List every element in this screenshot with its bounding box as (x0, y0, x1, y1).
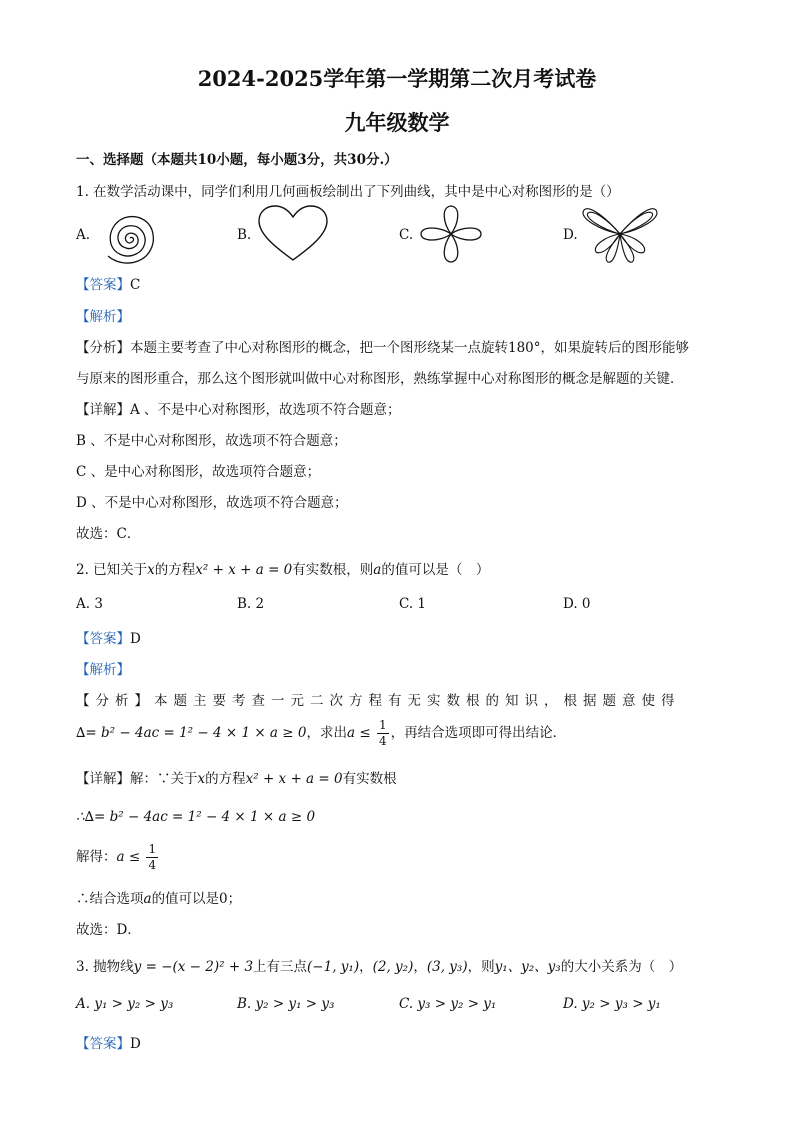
q1-fenxi-line1: 【分析】本题主要考查了中心对称图形的概念，把一个图形绕某一点旋转180°，如果旋转后的图形能够 (76, 340, 690, 356)
q1-answer: 【答案】C (76, 277, 141, 293)
exam-title: 2024-2025学年第一学期第二次月考试卷 (197, 66, 597, 91)
exam-subtitle: 九年级数学 (344, 110, 450, 135)
q1-analysis-label: 【解析】 (76, 309, 130, 325)
q2-fenxi-line1: 【分析】本题主要考查一元二次方程有无实数根的知识，根据题意使得 (76, 693, 681, 709)
q3-stem: 3. 抛物线y = −(x − 2)² + 3上有三点(−1, y₁)，(2, y₂)，(3, y₃)，则y₁、y₂、y₃的大小关系为（ ） (76, 959, 683, 975)
q2-detail-1: 【详解】解：∵关于x的方程x² + x + a = 0有实数根 (76, 771, 397, 787)
q2-analysis-label: 【解析】 (76, 662, 130, 678)
heart-figure (253, 203, 333, 263)
q2-answer: 【答案】D (76, 631, 141, 647)
q1-detail-c: C 、是中心对称图形，故选项符合题意； (76, 464, 321, 480)
q3-option-a: A. y₁ > y₂ > y₃ (76, 996, 174, 1012)
q2-option-c: C. 1 (399, 596, 427, 612)
q1-detail-b: B 、不是中心对称图形，故选项不符合题意； (76, 433, 347, 449)
fraction-one-quarter: $\frac{1}{4}$ (378, 718, 387, 748)
q2-option-b: B. 2 (237, 596, 265, 612)
section-heading: 一、选择题（本题共10小题，每小题3分，共30分.） (76, 152, 398, 168)
q2-fenxi-line2: ∆= b² − 4ac = 1² − 4 × 1 × a ≥ 0，求出a ≤ $\frac{1}{4}$ ，再结合选项即可得出结论． (76, 718, 567, 748)
q1-stem: 1. 在数学活动课中，同学们利用几何画板绘制出了下列曲线，其中是中心对称图形的是（） (76, 184, 620, 200)
q3-option-d: D. y₂ > y₃ > y₁ (563, 996, 661, 1012)
q2-detail-4: ∴结合选项a的值可以是0； (76, 891, 242, 907)
q2-option-a: A. 3 (76, 596, 103, 612)
four-petal-figure (418, 203, 484, 265)
q2-stem: 2. 已知关于x的方程x² + x + a = 0有实数根，则a的值可以是（ ） (76, 562, 490, 578)
q1-choose: 故选：C． (76, 526, 141, 542)
q1-option-b-label: B. (237, 227, 252, 243)
q1-option-c-label: C. (399, 227, 414, 243)
q2-detail-2: ∴∆= b² − 4ac = 1² − 4 × 1 × a ≥ 0 (76, 809, 316, 825)
q2-detail-3: 解得：a ≤ $\frac{1}{4}$ (76, 842, 157, 872)
q3-option-c: C. y₃ > y₂ > y₁ (399, 996, 497, 1012)
q2-choose: 故选：D． (76, 922, 141, 938)
q3-option-b: B. y₂ > y₁ > y₃ (237, 996, 335, 1012)
q1-detail-d: D 、不是中心对称图形，故选项不符合题意； (76, 495, 348, 511)
q2-option-d: D. 0 (563, 596, 591, 612)
q3-answer: 【答案】D (76, 1036, 141, 1052)
butterfly-figure (578, 200, 662, 266)
fraction-one-quarter-2: $\frac{1}{4}$ (148, 842, 157, 872)
q1-fenxi-line2: 与原来的图形重合，那么这个图形就叫做中心对称图形，熟练掌握中心对称图形的概念是解题的关键． (76, 371, 684, 387)
q1-option-a-label: A. (76, 227, 91, 243)
spiral-figure (90, 202, 166, 268)
q1-detail-a: 【详解】A 、不是中心对称图形，故选项不符合题意； (76, 402, 401, 418)
q1-option-d-label: D. (563, 227, 578, 243)
